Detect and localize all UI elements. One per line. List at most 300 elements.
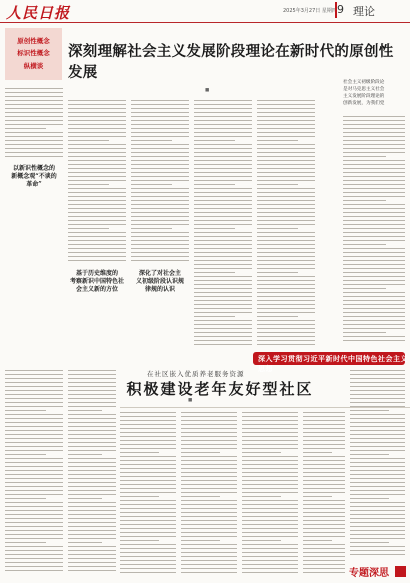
text-line — [181, 464, 237, 465]
text-line — [68, 128, 126, 129]
text-line — [68, 550, 116, 551]
text-line — [257, 284, 315, 285]
text-line — [242, 500, 298, 501]
text-line — [303, 500, 345, 501]
text-line — [5, 152, 63, 153]
text-line — [257, 272, 298, 273]
text-line — [350, 522, 405, 523]
text-line — [120, 464, 176, 465]
text-line — [5, 382, 63, 383]
text-line — [120, 456, 176, 457]
text-line — [242, 448, 298, 449]
text-line — [343, 276, 405, 277]
text-line — [5, 462, 63, 463]
text-line — [257, 196, 315, 197]
text-line — [181, 548, 237, 549]
text-line — [343, 128, 405, 129]
text-line — [257, 212, 315, 213]
text-line — [242, 496, 281, 497]
text-line — [343, 300, 405, 301]
text-line — [242, 432, 298, 433]
text-line — [194, 336, 252, 337]
text-line — [343, 196, 405, 197]
text-line — [194, 136, 252, 137]
text-line — [242, 540, 281, 541]
text-line — [5, 538, 63, 539]
text-line — [5, 526, 63, 527]
text-line — [5, 482, 63, 483]
text-line — [68, 116, 126, 117]
text-line — [181, 556, 237, 557]
text-line — [257, 116, 315, 117]
text-line — [131, 172, 189, 173]
text-line — [68, 120, 126, 121]
text-line — [120, 428, 176, 429]
text-line — [5, 530, 63, 531]
text-line — [5, 394, 63, 395]
text-line — [5, 124, 63, 125]
text-line — [242, 492, 298, 493]
text-line — [257, 280, 315, 281]
text-line — [242, 516, 298, 517]
text-line — [350, 382, 405, 383]
text-line — [242, 452, 281, 453]
text-line — [242, 560, 298, 561]
text-line — [303, 440, 345, 441]
text-line — [181, 436, 237, 437]
text-line — [181, 552, 237, 553]
text-line — [131, 248, 189, 249]
text-line — [5, 566, 63, 567]
text-line — [350, 462, 405, 463]
text-line — [5, 406, 63, 407]
text-line — [131, 124, 189, 125]
text-line — [303, 504, 345, 505]
text-line — [120, 532, 176, 533]
text-line — [131, 160, 189, 161]
text-line — [194, 288, 252, 289]
text-line — [242, 480, 298, 481]
text-line — [131, 140, 172, 141]
text-line — [68, 494, 116, 495]
text-line — [343, 216, 405, 217]
text-line — [68, 144, 126, 145]
text-line — [5, 546, 63, 547]
text-line — [257, 192, 315, 193]
text-line — [120, 536, 176, 537]
text-line — [120, 448, 176, 449]
text-line — [257, 164, 315, 165]
text-line — [120, 432, 176, 433]
text-line — [5, 502, 63, 503]
text-line — [303, 412, 345, 413]
text-line — [350, 402, 405, 403]
text-line — [343, 116, 405, 117]
text-line — [5, 378, 63, 379]
text-line — [5, 120, 63, 121]
text-line — [5, 534, 63, 535]
text-line — [131, 164, 189, 165]
text-line — [350, 478, 405, 479]
text-line — [181, 520, 237, 521]
text-line — [194, 208, 252, 209]
text-line — [303, 540, 332, 541]
text-line — [68, 370, 116, 371]
text-line — [120, 548, 176, 549]
text-line — [194, 260, 252, 261]
text-line — [68, 204, 126, 205]
text-line — [68, 200, 126, 201]
kicker-line: 原创性概念 — [17, 37, 50, 45]
text-line — [181, 472, 237, 473]
text-line — [257, 180, 315, 181]
text-line — [343, 120, 405, 121]
text-line — [350, 426, 405, 427]
text-line — [68, 486, 116, 487]
text-line — [350, 454, 389, 455]
text-line — [343, 220, 405, 221]
text-line — [68, 442, 116, 443]
text-line — [131, 144, 189, 145]
text-line — [194, 176, 252, 177]
text-line — [120, 508, 176, 509]
text-line — [131, 128, 189, 129]
text-line — [68, 454, 102, 455]
text-line — [181, 460, 237, 461]
text-line — [257, 304, 315, 305]
text-line — [131, 108, 189, 109]
text-line — [194, 108, 252, 109]
text-line — [194, 212, 252, 213]
text-line — [303, 512, 345, 513]
text-column — [181, 412, 237, 576]
text-line — [194, 344, 252, 345]
text-line — [343, 124, 405, 125]
text-line — [194, 100, 252, 101]
text-line — [343, 312, 405, 313]
text-line — [68, 112, 126, 113]
text-line — [68, 538, 116, 539]
text-line — [242, 428, 298, 429]
text-line — [194, 304, 252, 305]
text-line — [350, 410, 389, 411]
article-headline: 深刻理解社会主义发展阶段理论在新时代的原创性发展 — [68, 43, 394, 81]
text-line — [68, 240, 126, 241]
text-line — [303, 480, 345, 481]
text-line — [343, 204, 405, 205]
text-line — [303, 452, 332, 453]
text-line — [257, 324, 315, 325]
kicker-line: 标识性概念 — [17, 49, 50, 57]
column-kicker — [5, 28, 62, 80]
text-line — [194, 340, 252, 341]
text-line — [68, 438, 116, 439]
text-line — [194, 316, 235, 317]
text-line — [343, 184, 405, 185]
text-line — [242, 460, 298, 461]
text-line — [194, 240, 252, 241]
text-line — [131, 192, 189, 193]
text-line — [181, 564, 237, 565]
text-line — [131, 208, 189, 209]
text-line — [343, 232, 405, 233]
text-line — [5, 474, 63, 475]
text-line — [68, 386, 116, 387]
text-line — [68, 220, 126, 221]
text-line — [181, 528, 237, 529]
text-line — [194, 300, 252, 301]
text-line — [5, 414, 63, 415]
text-line — [350, 490, 405, 491]
text-line — [343, 308, 405, 309]
text-line — [257, 264, 315, 265]
text-line — [350, 534, 405, 535]
text-line — [131, 120, 189, 121]
text-line — [5, 390, 63, 391]
text-line — [343, 324, 405, 325]
text-line — [303, 468, 345, 469]
text-line — [242, 412, 298, 413]
text-column — [68, 100, 126, 264]
text-line — [194, 132, 252, 133]
text-line — [350, 502, 405, 503]
section-subhead: 以新识性概念的 新概念观“不谈的 革命” — [11, 165, 57, 188]
text-line — [5, 486, 63, 487]
text-line — [5, 92, 63, 93]
text-line — [181, 536, 237, 537]
text-column — [68, 370, 116, 574]
text-line — [343, 132, 405, 133]
text-line — [131, 204, 189, 205]
text-line — [194, 228, 235, 229]
text-line — [343, 340, 405, 341]
text-line — [242, 464, 298, 465]
text-line — [242, 564, 298, 565]
text-line — [5, 140, 63, 141]
text-line — [343, 188, 405, 189]
text-line — [257, 340, 315, 341]
text-line — [303, 552, 345, 553]
text-line — [303, 548, 345, 549]
text-line — [120, 560, 176, 561]
text-line — [350, 430, 405, 431]
text-column — [350, 370, 405, 558]
text-line — [194, 232, 252, 233]
text-line — [120, 496, 159, 497]
text-line — [5, 136, 63, 137]
text-line — [257, 128, 315, 129]
text-line — [343, 268, 405, 269]
text-line — [68, 558, 116, 559]
text-line — [131, 180, 189, 181]
text-line — [181, 484, 237, 485]
text-line — [131, 232, 189, 233]
text-line — [5, 510, 63, 511]
text-line — [131, 176, 189, 177]
text-line — [120, 544, 176, 545]
text-line — [343, 236, 405, 237]
text-line — [68, 446, 116, 447]
lower-article-headline: 积极建设老年友好型社区 — [126, 380, 314, 398]
text-line — [120, 460, 176, 461]
text-line — [68, 466, 116, 467]
text-line — [303, 428, 345, 429]
text-line — [303, 556, 345, 557]
text-line — [350, 518, 405, 519]
text-line — [131, 148, 189, 149]
text-line — [350, 514, 405, 515]
text-line — [120, 568, 176, 569]
text-line — [257, 160, 315, 161]
text-line — [120, 412, 176, 413]
text-column — [120, 412, 176, 576]
text-line — [131, 104, 189, 105]
text-line — [5, 410, 46, 411]
text-line — [343, 180, 405, 181]
text-line — [5, 542, 46, 543]
text-line — [68, 498, 102, 499]
text-line — [194, 180, 252, 181]
text-line — [194, 264, 252, 265]
text-line — [68, 176, 126, 177]
text-line — [257, 124, 315, 125]
text-line — [343, 288, 386, 289]
text-line — [5, 518, 63, 519]
text-line — [194, 220, 252, 221]
text-line — [194, 328, 252, 329]
text-line — [343, 192, 405, 193]
text-line — [5, 458, 63, 459]
text-line — [343, 168, 405, 169]
callout-box: 社会主义初级阶段论 是对马克思主义社会 主义发展阶段理论的 创新发展，为我们党 — [343, 80, 385, 106]
text-line — [343, 148, 405, 149]
text-line — [343, 264, 405, 265]
text-line — [68, 406, 116, 407]
text-line — [181, 568, 237, 569]
text-line — [120, 540, 159, 541]
text-line — [257, 184, 298, 185]
text-line — [68, 148, 126, 149]
text-line — [194, 140, 235, 141]
text-line — [181, 512, 237, 513]
text-line — [68, 180, 126, 181]
text-line — [194, 256, 252, 257]
text-line — [5, 88, 63, 89]
text-line — [68, 208, 126, 209]
text-line — [68, 546, 116, 547]
text-line — [303, 484, 345, 485]
text-line — [68, 450, 116, 451]
text-line — [303, 532, 345, 533]
text-line — [242, 476, 298, 477]
text-line — [68, 398, 116, 399]
text-line — [194, 252, 252, 253]
text-line — [181, 540, 220, 541]
article-byline: ■ — [205, 88, 210, 93]
text-line — [303, 536, 345, 537]
text-line — [5, 112, 63, 113]
text-line — [5, 466, 63, 467]
text-line — [5, 522, 63, 523]
text-line — [68, 374, 116, 375]
text-line — [242, 456, 298, 457]
text-line — [303, 568, 345, 569]
text-line — [181, 432, 237, 433]
text-line — [5, 558, 63, 559]
text-line — [303, 564, 345, 565]
text-line — [350, 398, 405, 399]
tag-marker — [395, 566, 406, 577]
text-line — [194, 196, 252, 197]
text-line — [120, 468, 176, 469]
text-line — [68, 422, 116, 423]
text-line — [194, 332, 252, 333]
text-line — [68, 430, 116, 431]
text-line — [68, 136, 126, 137]
text-line — [68, 570, 116, 571]
text-line — [343, 292, 405, 293]
text-line — [131, 156, 189, 157]
banner-title: 深入学习贯彻习近平新时代中国特色社会主义思想 — [258, 355, 408, 373]
footer-topic-tag: 专题深思 — [349, 568, 389, 579]
text-line — [181, 476, 237, 477]
text-line — [257, 156, 315, 157]
text-line — [303, 472, 345, 473]
text-line — [120, 440, 176, 441]
text-line — [5, 498, 46, 499]
text-line — [303, 476, 345, 477]
text-line — [181, 440, 237, 441]
text-line — [120, 492, 176, 493]
text-line — [257, 316, 298, 317]
text-line — [257, 248, 315, 249]
text-line — [181, 448, 237, 449]
text-line — [303, 464, 345, 465]
text-column — [257, 100, 315, 348]
text-line — [350, 538, 405, 539]
text-line — [194, 236, 252, 237]
text-line — [350, 542, 389, 543]
text-line — [194, 168, 252, 169]
text-line — [194, 312, 252, 313]
text-line — [242, 520, 298, 521]
text-line — [242, 552, 298, 553]
text-line — [257, 188, 315, 189]
text-line — [343, 224, 405, 225]
text-line — [68, 534, 116, 535]
text-line — [303, 420, 345, 421]
text-line — [131, 132, 189, 133]
text-line — [343, 260, 405, 261]
text-line — [5, 434, 63, 435]
text-line — [257, 236, 315, 237]
text-line — [181, 504, 237, 505]
text-line — [131, 152, 189, 153]
text-line — [350, 470, 405, 471]
text-line — [350, 510, 405, 511]
text-line — [257, 240, 315, 241]
text-line — [194, 160, 252, 161]
text-line — [68, 414, 116, 415]
text-line — [5, 104, 63, 105]
text-line — [257, 172, 315, 173]
text-line — [5, 116, 63, 117]
text-line — [120, 436, 176, 437]
text-line — [350, 526, 405, 527]
text-line — [350, 374, 405, 375]
text-line — [350, 442, 405, 443]
text-line — [257, 108, 315, 109]
